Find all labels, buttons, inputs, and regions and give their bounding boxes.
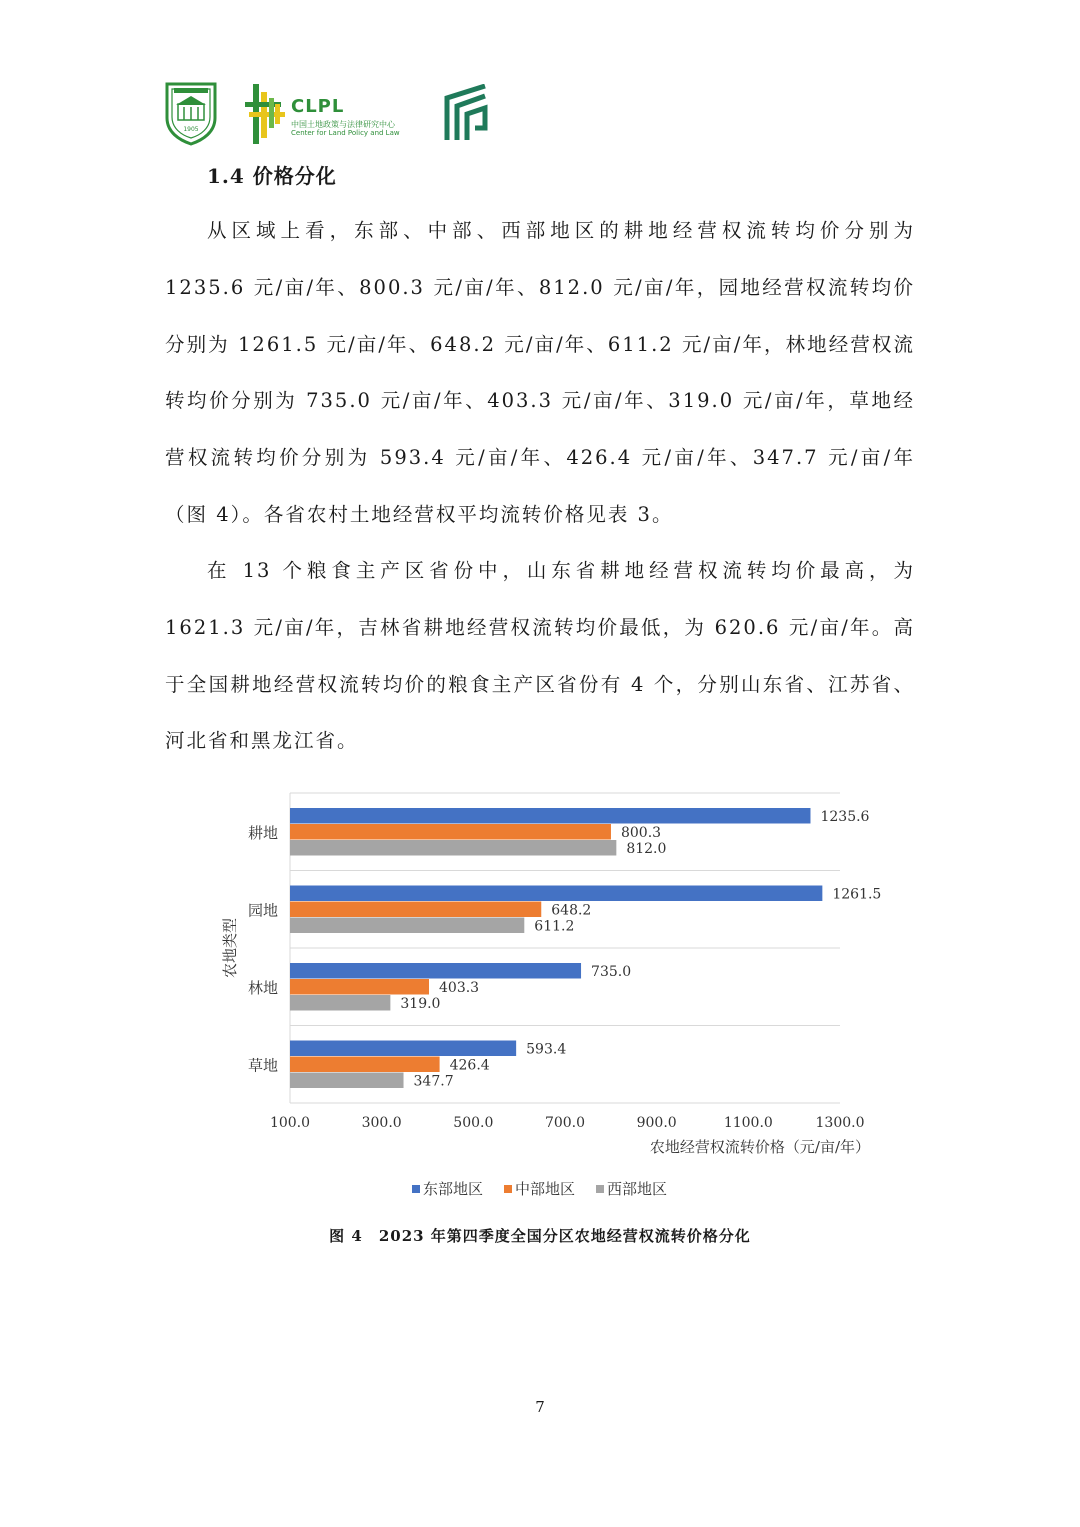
legend-swatch	[412, 1185, 420, 1193]
x-tick-label: 300.0	[361, 1115, 402, 1131]
clpl-logo	[245, 82, 425, 146]
bar-中部地区	[290, 979, 429, 995]
clpl-mark-icon	[245, 82, 287, 146]
bar-东部地区	[290, 963, 581, 979]
clpl-cn-name: 中国土地政策与法律研究中心	[291, 120, 395, 129]
data-label: 648.2	[551, 902, 592, 919]
data-label: 347.7	[413, 1073, 454, 1090]
data-label: 800.3	[620, 824, 662, 841]
data-label: 735.0	[591, 963, 632, 980]
x-tick-label: 900.0	[636, 1115, 677, 1131]
univ-year-text: 1905	[183, 126, 199, 133]
header-logos	[163, 80, 503, 150]
bar-西部地区	[290, 1073, 404, 1089]
x-tick-label: 100.0	[269, 1115, 311, 1131]
clpl-en-name: Center for Land Policy and Law	[291, 129, 400, 137]
legend-label: 东部地区	[423, 1180, 484, 1198]
y-axis-title: 农地类型	[221, 917, 239, 979]
paragraph-regional-prices: 从区域上看，东部、中部、西部地区的耕地经营权流转均价分别为 1235.6 元/亩/年、800.3 元/亩/年、812.0 元/亩/年，园地经营权流转均价分别为 1261.5 元/亩/年、648.2 元/亩/年、611.2 元/亩/年，林地经营权流转均价分别为 735.0 元/亩/年、403.3 元/亩/年、319.0 元/亩/年，草地经营权流转均价分别为 593.4 元/亩/年、426.4 元/亩/年、347.7 元/亩/年（图 4）。各省农村土地经营权平均流转价格见表 3。	[165, 219, 915, 526]
data-label: 611.2	[534, 918, 575, 935]
bar-西部地区	[290, 840, 616, 856]
page-number: 7	[535, 1398, 545, 1416]
x-axis-title: 农地经营权流转价格（元/亩/年）	[649, 1138, 870, 1156]
bar-东部地区	[290, 886, 822, 902]
bar-西部地区	[290, 918, 524, 934]
category-label: 林地	[247, 978, 278, 997]
bar-中部地区	[290, 824, 611, 840]
x-tick-label: 500.0	[453, 1115, 494, 1131]
data-label: 1261.5	[832, 886, 882, 903]
legend-label: 中部地区	[515, 1180, 576, 1198]
legend-label: 西部地区	[607, 1180, 668, 1198]
university-emblem-icon	[163, 80, 219, 146]
category-label: 草地	[247, 1056, 278, 1075]
data-label: 812.0	[626, 840, 667, 857]
x-tick-label: 1300.0	[815, 1115, 865, 1131]
partner-logo-icon	[443, 84, 493, 142]
figure-caption: 图 4 2023 年第四季度全国分区农地经营权流转价格分化	[329, 1227, 751, 1245]
bar-中部地区	[290, 902, 541, 918]
x-tick-label: 1100.0	[723, 1115, 773, 1131]
data-label: 593.4	[526, 1041, 567, 1058]
clpl-name: CLPL	[291, 96, 345, 117]
data-label: 403.3	[439, 979, 480, 996]
price-bar-chart	[200, 780, 900, 1220]
bar-中部地区	[290, 1057, 440, 1073]
paragraph-grain-provinces: 在 13 个粮食主产区省份中，山东省耕地经营权流转均价最高，为 1621.3 元/亩/年，吉林省耕地经营权流转均价最低，为 620.6 元/亩/年。高于全国耕地经营权流转均价的粮食主产区省份有 4 个，分别山东省、江苏省、河北省和黑龙江省。	[165, 559, 915, 753]
data-label: 426.4	[449, 1057, 490, 1074]
data-label: 1235.6	[820, 808, 870, 825]
bar-西部地区	[290, 995, 390, 1011]
bar-东部地区	[290, 808, 810, 824]
data-label: 319.0	[400, 995, 441, 1012]
category-label: 耕地	[247, 823, 278, 842]
legend-swatch	[596, 1185, 604, 1193]
legend-swatch	[504, 1185, 512, 1193]
section-title: 1.4 价格分化	[207, 164, 337, 188]
x-tick-label: 700.0	[544, 1115, 586, 1131]
category-label: 园地	[247, 901, 278, 920]
bar-东部地区	[290, 1041, 516, 1057]
